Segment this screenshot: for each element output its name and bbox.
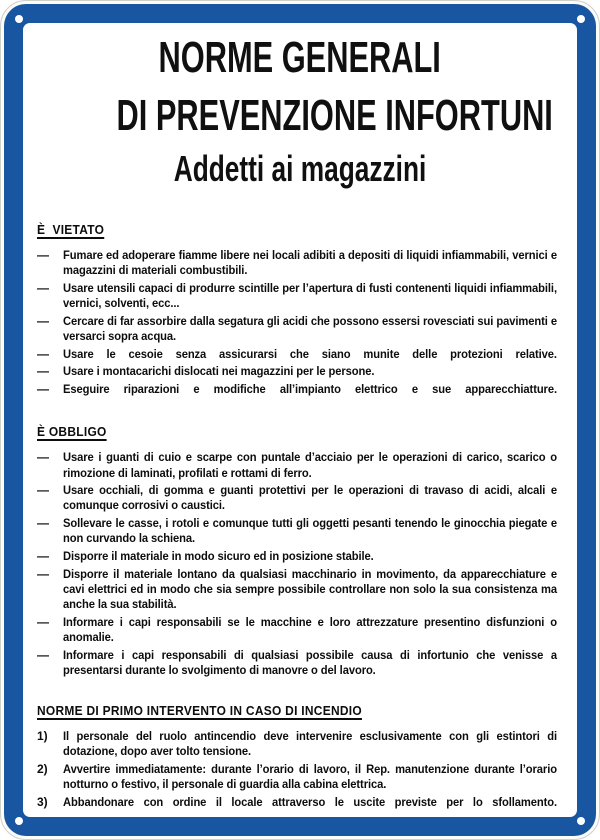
- section-heading: NORME DI PRIMO INTERVENTO IN CASO DI INCENDIO: [37, 703, 362, 719]
- rule-list: [37, 248, 557, 397]
- rule-item: [37, 549, 557, 564]
- rule-marker: —: [37, 364, 49, 379]
- sign-title-line-1: [23, 31, 577, 85]
- rule-marker: —: [37, 248, 49, 262]
- mounting-hole-bottom-right: [577, 817, 585, 825]
- rule-text: Usare le cesoie senza assicurarsi che siano munite delle protezioni relative.: [63, 346, 557, 361]
- rule-marker: —: [37, 549, 49, 564]
- rule-item: [37, 314, 557, 344]
- sign-subtitle-text: Addetti ai magazzini: [173, 148, 427, 189]
- rule-text: Eseguire riparazioni e modifiche all’impianto elettrico e sue apparecchiatture.: [63, 382, 557, 397]
- rule-marker: 1): [37, 729, 48, 744]
- rule-marker: —: [37, 382, 49, 397]
- rule-item: [37, 347, 557, 362]
- rule-item: [37, 567, 557, 613]
- rules-section: [37, 221, 557, 397]
- rule-text: Disporre il materiale in modo sicuro ed in posizione stabile.: [63, 549, 374, 564]
- rule-item: [37, 364, 557, 379]
- rule-text: Informare i capi responsabili se le macchine e loro attrezzature presentino disfunzioni o anomalie.: [63, 614, 557, 645]
- rule-item: [37, 795, 557, 810]
- rule-marker: —: [37, 450, 49, 465]
- rule-item: [37, 762, 557, 792]
- rule-list: [37, 729, 557, 810]
- rule-marker: —: [37, 483, 49, 498]
- rule-item: [37, 483, 557, 513]
- rule-text: Usare occhiali, di gomma e guanti protettivi per le operazioni di travaso di acidi, alcali e comunque corrosivi o caustici.: [63, 483, 557, 513]
- sign-title-line-2: [23, 89, 577, 143]
- rule-item: [37, 516, 557, 546]
- rules-section: [37, 423, 557, 678]
- rule-marker: —: [37, 566, 49, 581]
- rule-item: [37, 248, 557, 278]
- rule-text: Disporre il materiale lontano da qualsiasi macchinario in movimento, da apparecchiature e cavi elettrici ed in modo che sia sempre possibile controllare non solo la sua consistenza ma anche la sua stabilità.: [63, 566, 557, 612]
- rule-text: Fumare ed adoperare fiamme libere nei locali adibiti a depositi di liquidi infiammabili, vernici e magazzini di materiali combustibili.: [63, 248, 557, 278]
- mounting-hole-bottom-left: [15, 817, 23, 825]
- rule-text: Sollevare le casse, i rotoli e comunque tutti gli oggetti pesanti tenendo le ginocchia piegate e non curvando la schiena.: [63, 516, 557, 546]
- rule-item: [37, 382, 557, 397]
- rule-marker: 2): [37, 762, 48, 777]
- rule-text: Informare i capi responsabili di qualsiasi possibile causa di infortunio che venisse a presentarsi durante lo svolgimento di manovre o del lavoro.: [63, 647, 557, 677]
- rule-text: Abbandonare con ordine il locale attraverso le uscite previste per lo sfollamento.: [63, 794, 557, 809]
- rule-text: Il personale del ruolo antincendio deve intervenire esclusivamente con gli estintori di dotazione, dopo aver tolto tensione.: [63, 729, 557, 759]
- rule-marker: —: [37, 647, 49, 662]
- rule-marker: —: [37, 280, 49, 295]
- rule-item: [37, 729, 557, 759]
- rules-section: [37, 702, 557, 810]
- rule-text: Avvertire immediatamente: durante l’orario di lavoro, il Rep. manutenzione durante l’orario notturno o festivo, il personale di guardia alla cabina elettrica.: [63, 762, 557, 792]
- rule-text: Cercare di far assorbire dalla segatura gli acidi che possono essersi rovesciati sui pavimenti e versarci sopra acqua.: [63, 313, 557, 344]
- section-heading: È OBBLIGO: [37, 424, 107, 440]
- mounting-hole-top-right: [577, 15, 585, 23]
- rule-marker: —: [37, 313, 49, 328]
- sign-title-text-1: NORME GENERALI: [158, 33, 442, 82]
- rule-item: [37, 648, 557, 678]
- rule-marker: —: [37, 614, 49, 629]
- rule-text: Usare i montacarichi dislocati nei magazzini per le persone.: [63, 364, 375, 379]
- section-heading: È VIETATO: [37, 222, 105, 237]
- rule-item: [37, 615, 557, 645]
- rules-sections: [23, 221, 577, 810]
- sign-panel: [23, 23, 577, 817]
- rule-list: [37, 450, 557, 678]
- mounting-hole-top-left: [15, 15, 23, 23]
- sign-subtitle: [23, 145, 577, 193]
- sign-header: [23, 31, 577, 193]
- rule-text: Usare i guanti di cuio e scarpe con puntale d’acciaio per le operazioni di carico, scarico o rimozione di laminati, profilati e rottami di ferro.: [63, 450, 557, 480]
- rule-marker: 3): [37, 794, 48, 809]
- rule-marker: —: [37, 346, 49, 361]
- sign-title-text-2: DI PREVENZIONE INFORTUNI: [116, 91, 553, 140]
- rule-item: [37, 450, 557, 480]
- rule-item: [37, 281, 557, 311]
- rule-marker: —: [37, 516, 49, 531]
- rule-text: Usare utensili capaci di produrre scintille per l’apertura di fusti contenenti liquidi infiammabili, vernici, solventi, ecc...: [63, 280, 557, 311]
